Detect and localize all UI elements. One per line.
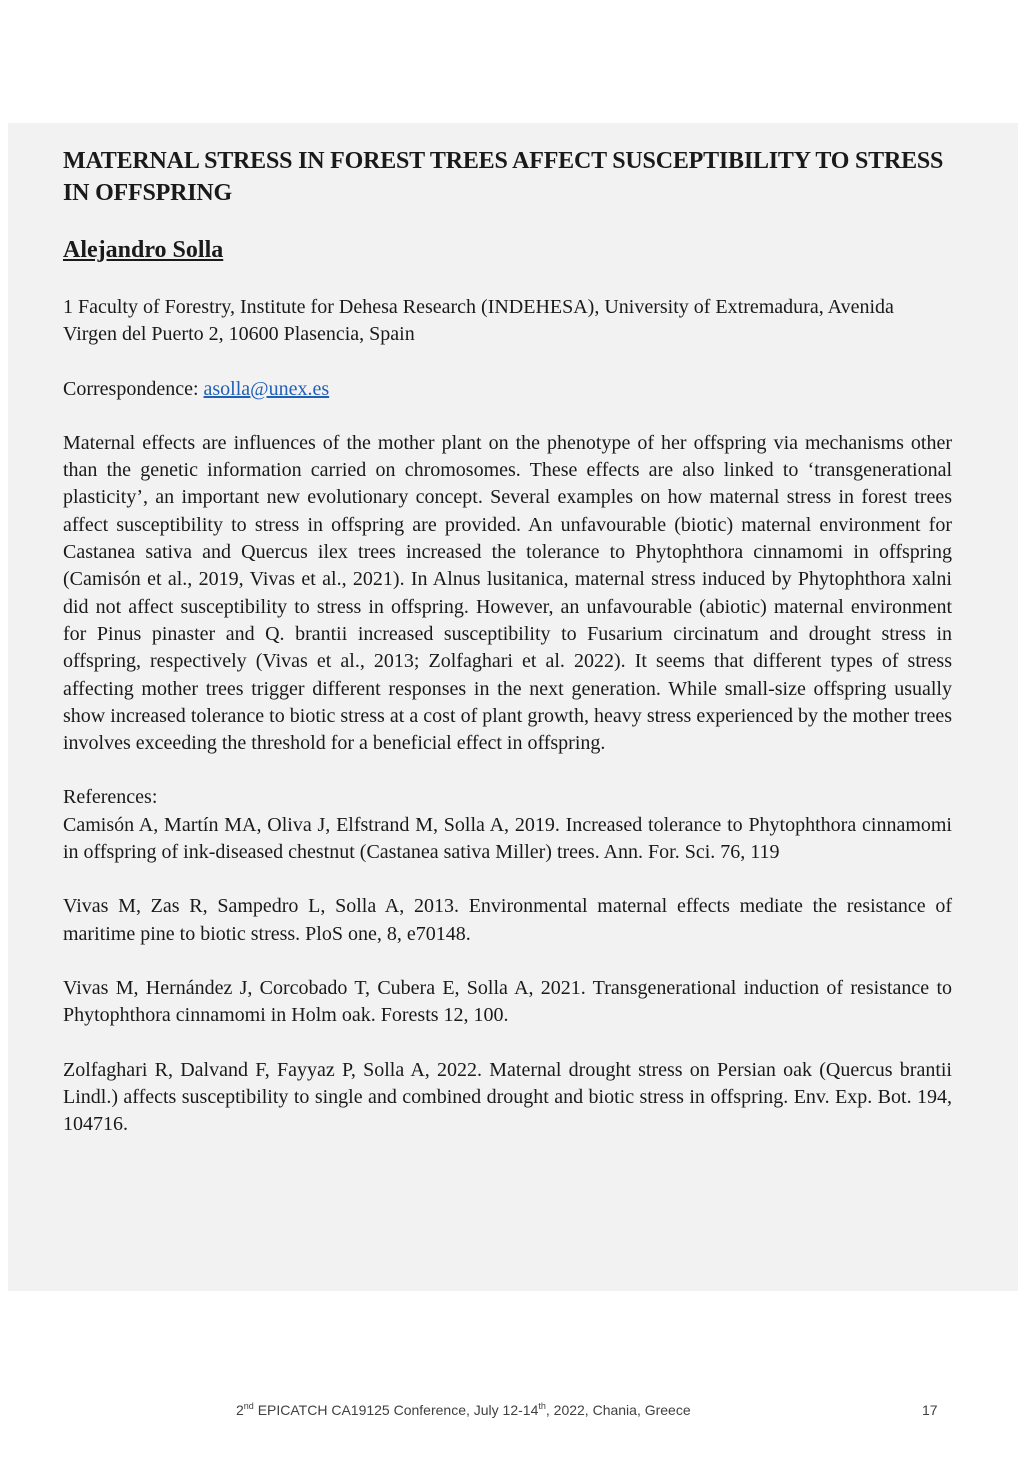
- correspondence: [63, 376, 952, 403]
- abstract-content: [63, 145, 952, 1138]
- footer-text-part: , 2022, Chania, Greece: [545, 1402, 691, 1418]
- footer-text-part: 2: [236, 1402, 244, 1418]
- abstract-body: Maternal effects are influences of the mother plant on the phenotype of her offspring via mechanisms other than the genetic information carried on chromosomes. These effects are also linked to ‘transgenerational plasticity’, an important new evolutionary concept. Several examples on how maternal stress in forest trees affect susceptibility to stress in offspring are provided. An unfavourable (biotic) maternal environment for Castanea sativa and Quercus ilex trees increased the tolerance to Phytophthora cinnamomi in offspring (Camisón et al., 2019, Vivas et al., 2021). In Alnus lusitanica, maternal stress induced by Phytophthora xalni did not affect susceptibility to stress in offspring. However, an unfavourable (abiotic) maternal environment for Pinus pinaster and Q. brantii increased susceptibility to Fusarium circinatum and drought stress in offspring, respectively (Vivas et al., 2013; Zolfaghari et al. 2022). It seems that different types of stress affecting mother trees trigger different responses in the next generation. While small-size offspring usually show increased tolerance to biotic stress at a cost of plant growth, heavy stress experienced by the mother trees involves exceeding the threshold for a beneficial effect in offspring.: [63, 431, 952, 755]
- email-link[interactable]: asolla@unex.es: [203, 377, 330, 400]
- page-number: 17: [922, 1402, 938, 1418]
- footer-text-part: EPICATCH CA19125 Conference, July 12-14: [253, 1402, 539, 1418]
- conference-line: [236, 1402, 691, 1418]
- author-name: Alejandro Solla: [63, 237, 224, 263]
- correspondence-label: Correspondence:: [63, 377, 204, 400]
- reference-item: Camisón A, Martín MA, Oliva J, Elfstrand M, Solla A, 2019. Increased tolerance to Phytophthora cinnamomi in offspring of ink-diseased chestnut (Castanea sativa Miller) trees. Ann. For. Sci. 76, 119: [63, 813, 952, 864]
- reference-item: Vivas M, Hernández J, Corcobado T, Cubera E, Solla A, 2021. Transgenerational induction of resistance to Phytophthora cinnamomi in Holm oak. Forests 12, 100.: [63, 976, 952, 1027]
- reference-item: Zolfaghari R, Dalvand F, Fayyaz P, Solla A, 2022. Maternal drought stress on Persian oak (Quercus brantii Lindl.) affects susceptibility to single and combined drought and biotic stress in offspring. Env. Exp. Bot. 194, 104716.: [63, 1058, 952, 1136]
- abstract-title: MATERNAL STRESS IN FOREST TREES AFFECT SUSCEPTIBILITY TO STRESS IN OFFSPRING: [63, 148, 944, 206]
- footer-superscript: nd: [243, 1401, 254, 1411]
- footer-superscript: th: [538, 1401, 546, 1411]
- affiliation: 1 Faculty of Forestry, Institute for Dehesa Research (INDEHESA), University of Extremadura, Avenida Virgen del Puerto 2, 10600 Plasencia, Spain: [63, 296, 894, 346]
- references-heading: References:: [63, 786, 158, 809]
- reference-item: Vivas M, Zas R, Sampedro L, Solla A, 2013. Environmental maternal effects mediate the resistance of maritime pine to biotic stress. PloS one, 8, e70148.: [63, 895, 952, 945]
